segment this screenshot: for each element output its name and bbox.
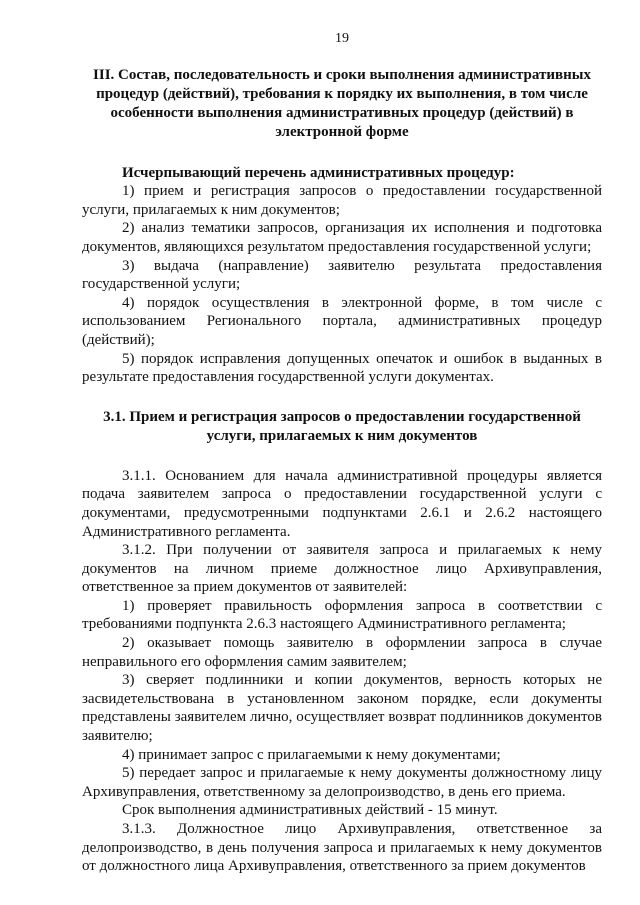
body-paragraph: 4) принимает запрос с прилагаемыми к нему документами; <box>122 746 501 763</box>
document-page <box>82 30 602 876</box>
procedures-heading: Исчерпывающий перечень административных процедур: <box>122 164 515 181</box>
body-text <box>82 467 602 876</box>
procedures-list <box>82 182 602 387</box>
subsection-heading: 3.1. Прием и регистрация запросов о предоставлении государственной услуги, прилагаемых к ним документов <box>103 408 581 444</box>
page-number: 19 <box>335 31 349 46</box>
procedure-item: 3) выдача (направление) заявителю результата предоставления государственной услуги; <box>82 257 602 293</box>
procedure-item: 4) порядок осуществления в электронной форме, в том числе с использованием Регионального портала, административных процедур (действий); <box>82 294 602 348</box>
body-paragraph: 3.1.2. При получении от заявителя запроса и прилагаемых к нему документов на личном приеме должностное лицо Архивуправления, ответственное за прием документов от заявителей: <box>82 542 602 596</box>
body-paragraph: 3) сверяет подлинники и копии документов, верность которых не засвидетельствована в установленном законом порядке, если документы представлены заявителем лично, осуществляет возврат подлинников документов заявителю; <box>82 672 602 745</box>
body-paragraph: 1) проверяет правильность оформления запроса в соответствии с требованиями подпункта 2.6.3 настоящего Административного регламента; <box>82 597 602 633</box>
procedure-item: 5) порядок исправления допущенных опечаток и ошибок в выданных в результате предоставления государственной услуги документах. <box>82 350 602 386</box>
procedure-item: 1) прием и регистрация запросов о предоставлении государственной услуги, прилагаемых к ним документов; <box>82 183 602 218</box>
body-paragraph: 3.1.3. Должностное лицо Архивуправления, ответственное за делопроизводство, в день получения запроса и прилагаемых к нему документов от должностного лица Архивуправления, ответственного за прием документов <box>82 821 602 875</box>
body-paragraph: 3.1.1. Основанием для начала административной процедуры является подача заявителем запроса о предоставлении государственной услуги с документами, предусмотренными подпунктами 2.6.1 и 2.6.2 настоящего Административного регламента. <box>82 467 602 540</box>
procedure-item: 2) анализ тематики запросов, организация их исполнения и подготовка документов, являющихся результатом предоставления государственной услуги; <box>82 220 602 255</box>
section-heading: III. Состав, последовательность и сроки выполнения административных процедур (действий), требования к порядку их выполнения, в том числе особенности выполнения административных процедур (действий) в электронной форме <box>93 66 591 140</box>
body-paragraph: Срок выполнения административных действий - 15 минут. <box>122 802 498 819</box>
body-paragraph: 2) оказывает помощь заявителю в оформлении запроса в случае неправильного его оформления самим заявителем; <box>82 635 602 670</box>
body-paragraph: 5) передает запрос и прилагаемые к нему документы должностному лицу Архивуправления, ответственному за делопроизводство, в день его приема. <box>82 765 602 800</box>
